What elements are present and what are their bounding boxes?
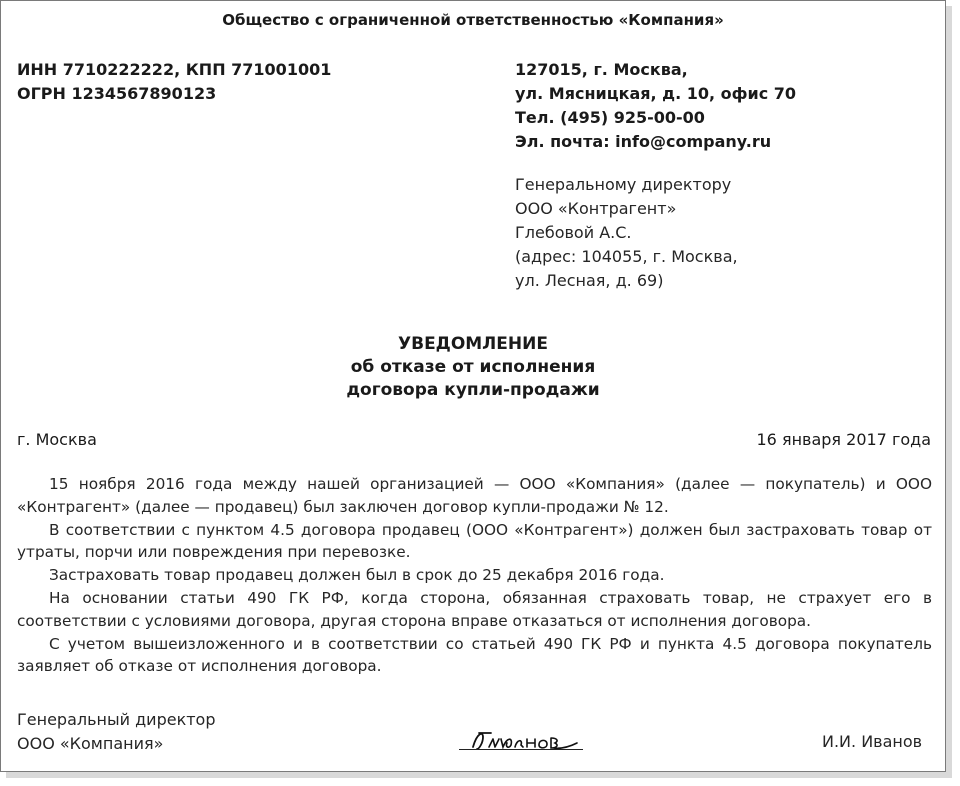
recipient-block: [515, 173, 738, 293]
signer-name: И.И. Иванов: [822, 732, 923, 751]
body-paragraph-1: 15 ноября 2016 года между нашей организацией — ООО «Компания» (далее — покупатель) и ООО «Контрагент» (далее — продавец) был заключен договор купли-продажи № 12.: [17, 475, 932, 516]
body-paragraph-2: В соответствии с пунктом 4.5 договора продавец (ООО «Контрагент») должен был застраховать товар от утраты, порчи или повреждения при перевозке.: [17, 520, 932, 562]
title-line-2: об отказе от исполнения: [350, 357, 596, 377]
body-paragraph-3: Застраховать товар продавец должен был в срок до 25 декабря 2016 года.: [49, 566, 665, 585]
phone: Тел. (495) 925-00-00: [515, 108, 705, 127]
recipient-line-3: Глебовой А.С.: [515, 223, 632, 242]
document-title: [1, 333, 945, 402]
handwritten-signature: [469, 725, 581, 755]
address-line-1: 127015, г. Москва,: [515, 60, 688, 79]
body-text: [17, 473, 932, 678]
place: г. Москва: [17, 430, 97, 449]
signer-position: [17, 708, 216, 756]
title-line-1: УВЕДОМЛЕНИЕ: [398, 334, 548, 354]
email: Эл. почта: info@company.ru: [515, 132, 772, 151]
recipient-line-2: ООО «Контрагент»: [515, 199, 677, 218]
address-line-2: ул. Мясницкая, д. 10, офис 70: [515, 84, 797, 103]
signature-line: [459, 749, 583, 750]
signer-position-line-1: Генеральный директор: [17, 710, 216, 729]
document-date: 16 января 2017 года: [756, 430, 931, 449]
signer-position-line-2: ООО «Компания»: [17, 734, 164, 753]
requisites-block: [17, 58, 331, 106]
address-block: [515, 58, 796, 154]
recipient-line-4: (адрес: 104055, г. Москва,: [515, 247, 738, 266]
body-paragraph-5: С учетом вышеизложенного и в соответствии со статьей 490 ГК РФ и пункта 4.5 договора покупатель заявляет об отказе от исполнения договора.: [17, 634, 932, 676]
inn-kpp: ИНН 7710222222, КПП 771001001: [17, 60, 332, 79]
company-name: Общество с ограниченной ответственностью «Компания»: [222, 11, 724, 29]
recipient-line-1: Генеральному директору: [515, 175, 732, 194]
title-line-3: договора купли-продажи: [346, 380, 600, 400]
body-paragraph-4: На основании статьи 490 ГК РФ, когда сторона, обязанная страховать товар, не страхует его в соответствии с условиями договора, другая сторона вправе отказаться от исполнения договора.: [17, 588, 932, 630]
ogrn: ОГРН 1234567890123: [17, 84, 217, 103]
recipient-line-5: ул. Лесная, д. 69): [515, 271, 664, 290]
